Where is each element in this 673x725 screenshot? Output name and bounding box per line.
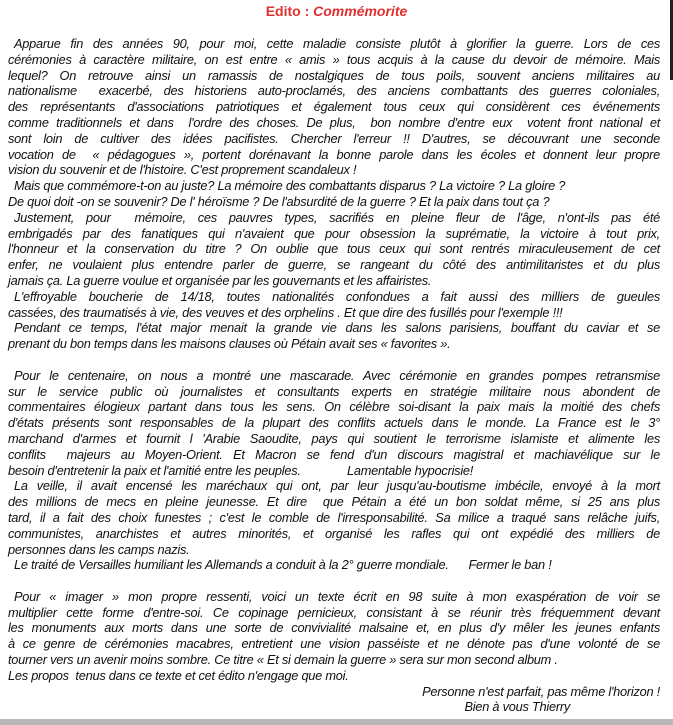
text-line: prenant du bon temps dans les maisons clauses où Pétain avait ses « favorites ».	[8, 336, 451, 352]
text-line: Mais que commémore-t-on au juste? La mémoire des combattants disparus ? La victoire ? La gloire ?	[14, 178, 566, 194]
text-line: Pour le centenaire, on nous a montré une mascarade. Avec cérémonie en grandes pompes retransmise	[14, 367, 660, 383]
text-line: besoin d'entretenir la paix et l'amitié entre les peuples. Lamentable hypocrisie!	[8, 462, 474, 478]
text-line: embrigadés par des fanatiques qui n'avaient que pour obsession la suprématie, la victoire à tout prix,	[8, 225, 660, 241]
text-line: enfer, ne voulaient plus entendre parler de guerre, se rangeant du côté des antimilitaristes et du plus	[8, 257, 660, 273]
title-prefix: Edito :	[265, 3, 314, 19]
text-line: d'états présents sont responsables de la plupart des conflits actuels dans le monde. La France est le 3°	[8, 415, 660, 431]
text-line: des représentants d'associations patriotiques et également tous ceux qui considèrent ces événements	[8, 99, 660, 115]
text-line: marchand d'armes et fournit l 'Arabie Saoudite, pays qui soutient le terrorisme islamiste et alimente les	[8, 430, 660, 446]
text-line: La veille, il avait encensé les maréchaux qui ont, par leur jusqu'au-boutisme imbécile, envoyé à la mort	[14, 478, 660, 494]
text-line: tard, il a fait des choix funestes ; c'est le comble de l'irresponsabilité. Sa milice a traqué sans relâche juifs,	[8, 509, 660, 525]
text-line: jamais ça. La guerre voulue et organisée par les gouvernants et les affairistes.	[8, 272, 432, 288]
text-line: des millions de mecs en pleine jeunesse. Et dire que Pétain a été un bon soldat même, si 25 ans plus	[8, 494, 660, 510]
text-line: les monuments aux morts dans une sorte de convivialité malsaine et, en plus d'y mêler les jeunes enfants	[8, 620, 660, 636]
text-line: Justement, pour mémoire, ces pauvres types, sacrifiés en pleine fleur de l'âge, n'ont-ils pas été	[14, 209, 660, 225]
text-line: vision du souvenir et de l'histoire. C'est proprement scandaleux !	[8, 162, 357, 178]
paragraph-gap	[8, 352, 660, 368]
text-line: tourner vers un avenir moins sombre. Ce titre « Et si demain la guerre » sera sur mon second album .	[8, 652, 558, 668]
text-line: lequel? On retrouve ainsi un ramassis de nostalgiques de tous poils, souvent anciens militaires au	[8, 67, 660, 83]
text-line: vocation de « pédagogues », portent dorénavant la bonne parole dans les écoles et donnent leur propre	[8, 146, 660, 162]
text-line: nationalisme exacerbé, des historiens auto-proclamés, des anciens combattants des guerres coloniales,	[8, 83, 660, 99]
text-line: cassées, des traumatisés à vie, des veuves et des orphelins . Et que dire des fusillés pour l'exemple !!!	[8, 304, 563, 320]
text-line: l'honneur et la conservation du titre ? On oublie que tous ceux qui sont rentrés miraculeusement de cet	[8, 241, 660, 257]
text-line: Apparue fin des années 90, pour moi, cette maladie consiste plutôt à glorifier la guerre. Lors de ces	[14, 36, 660, 51]
text-line: Le traité de Versailles humiliant les Allemands a conduit à la 2° guerre mondiale. Fermer le ban !	[14, 557, 552, 573]
title-name: Commémorite	[313, 3, 408, 19]
text-line: L'effroyable boucherie de 14/18, toutes nationalités confondues a fait aussi des milliers de gueules	[14, 288, 660, 304]
text-line: sont loin de cultiver des idées pacifistes. Chercher l'erreur !! D'autres, se découvrant une seconde	[8, 130, 660, 146]
text-line: cérémonies à caractère militaire, on est entre « amis » tous acquis à la cause du devoir de mémoire. Mais	[8, 51, 660, 67]
page-title	[0, 3, 673, 19]
signature: Bien à vous Thierry	[464, 699, 570, 715]
paragraph-gap	[8, 573, 660, 589]
text-line: sur le service public où journalistes et consultants experts en stratégie militaire nous abondent de	[8, 383, 660, 399]
text-line: Les propos tenus dans ce texte et cet édito n'engage que moi.	[8, 667, 349, 683]
text-line: commentaires élogieux partant dans tous les sens. On célèbre soi-disant la paix mais la moitié des chefs	[8, 399, 660, 415]
text-line: à ce genre de cérémonies macabres, entretient une vision passéiste et ne dénote pas d'une volonté de se	[8, 636, 660, 652]
text-line: De quoi doit -on se souvenir? De l' héroïsme ? De l'absurdité de la guerre ? Et la paix dans tout ça ?	[8, 193, 550, 209]
text-line: Pour « imager » mon propre ressenti, voici un texte écrit en 98 suite à mon exaspération de voir se	[14, 588, 660, 604]
text-line: comme traditionnels et dans l'ordre des choses. De plus, bon nombre d'entre eux votent front national et	[8, 114, 660, 130]
bottom-bar	[0, 719, 673, 725]
text-line: conflits majeurs au Moyen-Orient. Et Macron se fend d'un discours magistral et machiavélique sur le	[8, 446, 660, 462]
text-line: communistes, anarchistes et autres minorités, et organisé les rafles qui ont expédié des milliers de	[8, 525, 660, 541]
text-line: Pendant ce temps, l'état major menait la grande vie dans les salons parisiens, bouffant du caviar et se	[14, 320, 660, 336]
text-line: multiplier cette forme d'entre-soi. Ce copinage pernicieux, consistant à se réunir très fréquemment devant	[8, 604, 660, 620]
text-line: personnes dans les camps nazis.	[8, 541, 190, 557]
closing-line: Personne n'est parfait, pas même l'horizon !	[422, 683, 660, 699]
edito-body	[8, 36, 660, 715]
